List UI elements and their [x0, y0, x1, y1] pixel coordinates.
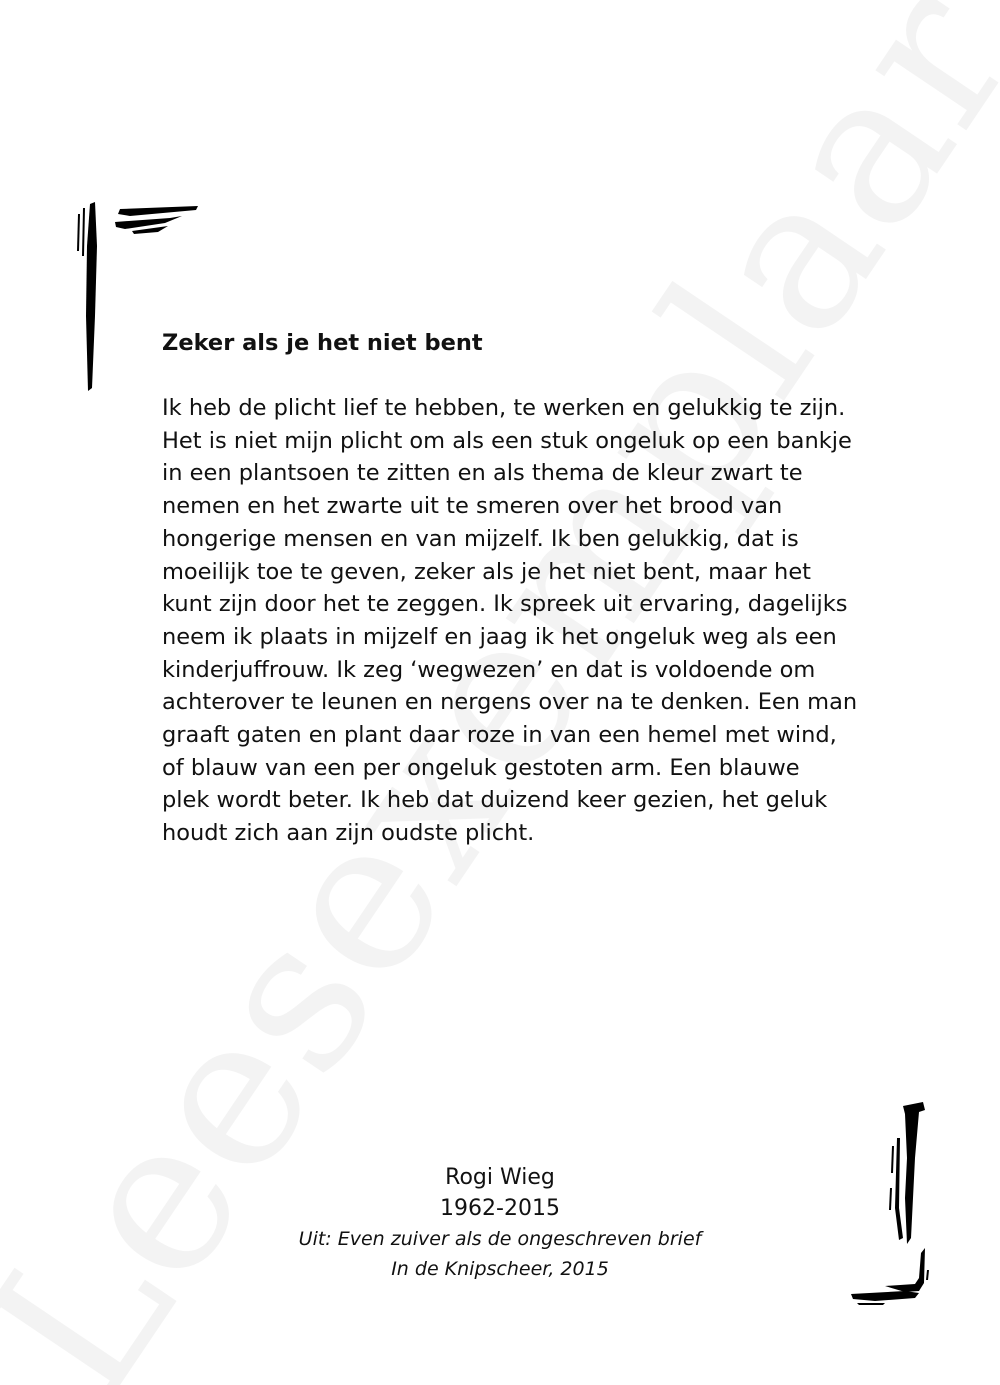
poem-line: nemen en het zwarte uit te smeren over het brood van [162, 493, 783, 520]
source-title: Uit: Even zuiver als de ongeschreven brief [298, 1228, 702, 1250]
poem-line: houdt zich aan zijn oudste plicht. [162, 820, 535, 847]
poem-line: moeilijk toe te geven, zeker als je het niet bent, maar het [162, 558, 811, 585]
author-name: Rogi Wieg [445, 1165, 555, 1190]
poem-line: Ik heb de plicht lief te hebben, te werken en gelukkig te zijn. [162, 395, 846, 421]
brush-stroke-corner-bottom-right-icon [845, 1098, 940, 1313]
source-publisher: In de Knipscheer, 2015 [391, 1258, 609, 1280]
poem-line: achterover te leunen en nergens over na te denken. Een man [162, 689, 858, 716]
poem-line: graaft gaten en plant daar roze in van een hemel met wind, [162, 722, 837, 749]
credits [250, 1162, 750, 1284]
poem-line: of blauw van een per ongeluk gestoten arm. Een blauwe [162, 754, 800, 781]
author-years: 1962-2015 [440, 1196, 560, 1221]
poem-body [162, 392, 882, 850]
poem-line: in een plantsoen te zitten en als thema de kleur zwart te [162, 460, 803, 487]
poem-line: kinderjuffrouw. Ik zeg ‘wegwezen’ en dat is voldoende om [162, 656, 816, 683]
poem [162, 326, 882, 850]
poem-line: hongerige mensen en van mijzelf. Ik ben gelukkig, dat is [162, 525, 799, 552]
poem-line: plek wordt beter. Ik heb dat duizend keer gezien, het geluk [162, 787, 828, 814]
poem-line: neem ik plaats in mijzelf en jaag ik het ongeluk weg als een [162, 623, 837, 650]
poem-line: kunt zijn door het te zeggen. Ik spreek uit ervaring, dagelijks [162, 591, 848, 618]
poem-line: Het is niet mijn plicht om als een stuk ongeluk op een bankje [162, 427, 852, 454]
poem-title: Zeker als je het niet bent [162, 330, 483, 356]
